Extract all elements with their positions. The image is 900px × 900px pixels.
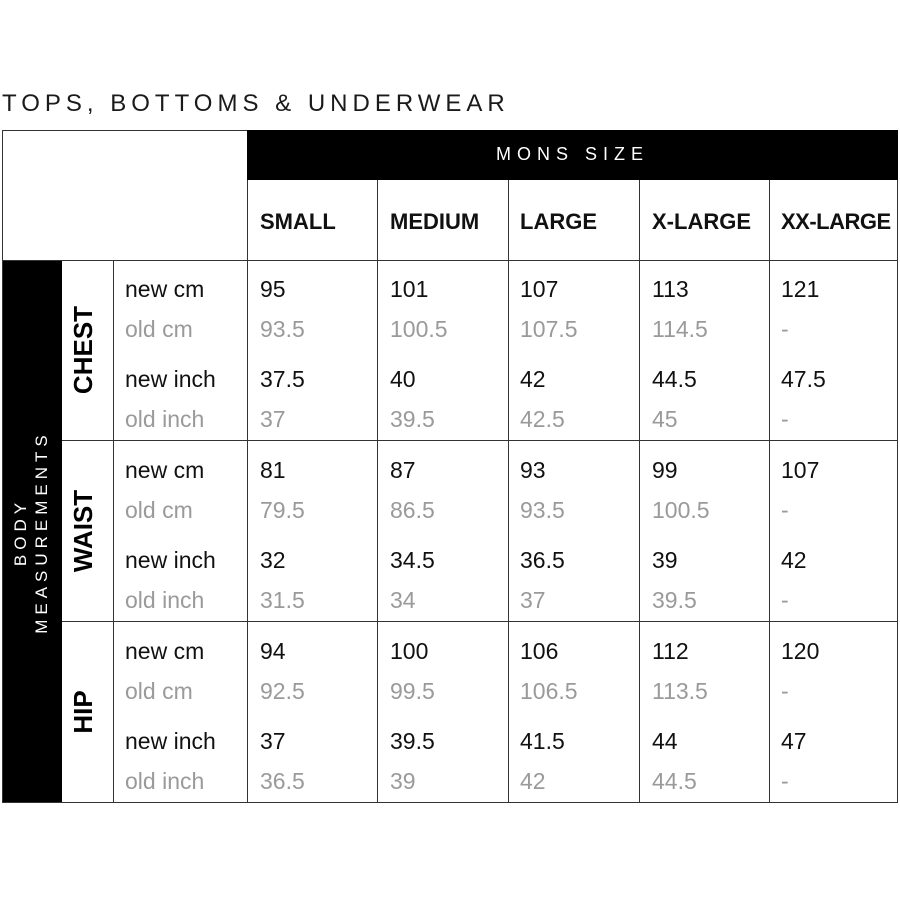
chest-old-cm-medium-cell: 100.5 [390,316,448,342]
col-divider-3 [508,180,509,803]
row-label-new-cm: new cm [125,638,205,664]
waist-new-cm-x-large-cell: 99 [652,457,678,483]
hip-old-inch-large-cell: 42 [520,768,546,794]
waist-new-inch-xx-large-cell: 42 [781,547,807,573]
chest-new-inch-small-cell: 37.5 [260,366,305,392]
size-header-large: LARGE [520,209,597,234]
row-label-old-cm: old cm [125,316,193,342]
chest-new-cm-x-large-cell: 113 [652,276,689,302]
hip-old-cm-large-cell: 106.5 [520,678,578,704]
chest-new-cm-xx-large-cell: 121 [781,276,820,302]
hip-old-inch-medium-cell: 39 [390,768,416,794]
row-label-new-inch: new inch [125,547,216,573]
row-label-new-cm: new cm [125,457,205,483]
group-label-chest: CHEST [68,305,98,395]
chest-new-inch-x-large-cell: 44.5 [652,366,697,392]
hip-new-inch-x-large-cell: 44 [652,728,678,754]
hip-new-cm-medium-cell: 100 [390,638,429,664]
waist-old-cm-xx-large-cell: - [781,497,789,523]
side-label-line2: MEASUREMENTS [32,430,51,634]
waist-new-cm-large-cell: 93 [520,457,546,483]
col-divider-4 [639,180,640,803]
hip-old-cm-x-large-cell: 113.5 [652,678,708,704]
chest-new-inch-medium-cell: 40 [390,366,416,392]
outer-left-border [2,130,3,803]
row-label-old-cm: old cm [125,678,193,704]
waist-old-inch-xx-large-cell: - [781,587,789,613]
waist-new-cm-medium-cell: 87 [390,457,416,483]
label-col-divider [113,260,114,803]
chest-old-inch-x-large-cell: 45 [652,406,678,432]
waist-old-inch-large-cell: 37 [520,587,546,613]
hip-new-inch-xx-large-cell: 47 [781,728,807,754]
waist-old-cm-large-cell: 93.5 [520,497,565,523]
waist-new-inch-medium-cell: 34.5 [390,547,435,573]
hip-new-inch-large-cell: 41.5 [520,728,565,754]
chest-old-cm-xx-large-cell: - [781,316,789,342]
waist-old-cm-x-large-cell: 100.5 [652,497,710,523]
header-separator [2,260,898,261]
chest-old-cm-small-cell: 93.5 [260,316,305,342]
header-title: MONS SIZE [495,144,649,164]
row-label-new-inch: new inch [125,366,216,392]
hip-old-inch-xx-large-cell: - [781,768,789,794]
group-label-hip: HIP [68,690,98,734]
side-label [10,260,54,804]
outer-bottom-border [2,802,898,803]
row-label-old-inch: old inch [125,768,205,794]
row-label-old-cm: old cm [125,497,193,523]
hip-new-cm-large-cell: 106 [520,638,559,664]
chest-new-cm-small-cell: 95 [260,276,286,302]
hip-new-cm-small-cell: 94 [260,638,286,664]
hip-new-cm-x-large-cell: 112 [652,638,689,664]
chest-new-inch-large-cell: 42 [520,366,546,392]
chest-old-inch-medium-cell: 39.5 [390,406,435,432]
col-divider-1 [247,180,248,803]
size-header-x-large: X-LARGE [652,209,751,234]
waist-old-inch-x-large-cell: 39.5 [652,587,697,613]
waist-new-cm-small-cell: 81 [260,457,286,483]
group-separator-1 [62,440,898,441]
outer-right-border [897,180,898,803]
row-label-old-inch: old inch [125,406,205,432]
size-header-small: SMALL [260,209,336,234]
hip-old-inch-x-large-cell: 44.5 [652,768,697,794]
col-divider-5 [769,180,770,803]
chest-old-inch-small-cell: 37 [260,406,286,432]
size-header-medium: MEDIUM [390,209,480,234]
hip-old-inch-small-cell: 36.5 [260,768,305,794]
col-divider-2 [377,180,378,803]
waist-old-inch-medium-cell: 34 [390,587,416,613]
chest-new-cm-large-cell: 107 [520,276,559,302]
row-label-new-cm: new cm [125,276,205,302]
outer-top-border [2,130,247,131]
chest-old-cm-x-large-cell: 114.5 [652,316,708,342]
hip-old-cm-xx-large-cell: - [781,678,789,704]
hip-new-cm-xx-large-cell: 120 [781,638,820,664]
chest-new-inch-xx-large-cell: 47.5 [781,366,826,392]
row-label-new-inch: new inch [125,728,216,754]
page-title: TOPS, BOTTOMS & UNDERWEAR [2,90,510,117]
group-separator-2 [62,621,898,622]
waist-new-cm-xx-large-cell: 107 [781,457,820,483]
side-label-line1: BODY [11,497,30,567]
waist-old-cm-medium-cell: 86.5 [390,497,435,523]
chest-old-inch-xx-large-cell: - [781,406,789,432]
waist-new-inch-large-cell: 36.5 [520,547,565,573]
hip-new-inch-medium-cell: 39.5 [390,728,435,754]
hip-old-cm-small-cell: 92.5 [260,678,305,704]
chest-old-cm-large-cell: 107.5 [520,316,578,342]
waist-old-inch-small-cell: 31.5 [260,587,305,613]
row-label-old-inch: old inch [125,587,205,613]
size-header-xx-large: XX-LARGE [781,209,891,234]
waist-old-cm-small-cell: 79.5 [260,497,305,523]
chest-new-cm-medium-cell: 101 [390,276,429,302]
hip-old-cm-medium-cell: 99.5 [390,678,435,704]
group-label-waist: WAIST [68,489,98,573]
size-chart-table [2,130,898,803]
hip-new-inch-small-cell: 37 [260,728,286,754]
waist-new-inch-small-cell: 32 [260,547,286,573]
chest-old-inch-large-cell: 42.5 [520,406,565,432]
waist-new-inch-x-large-cell: 39 [652,547,678,573]
